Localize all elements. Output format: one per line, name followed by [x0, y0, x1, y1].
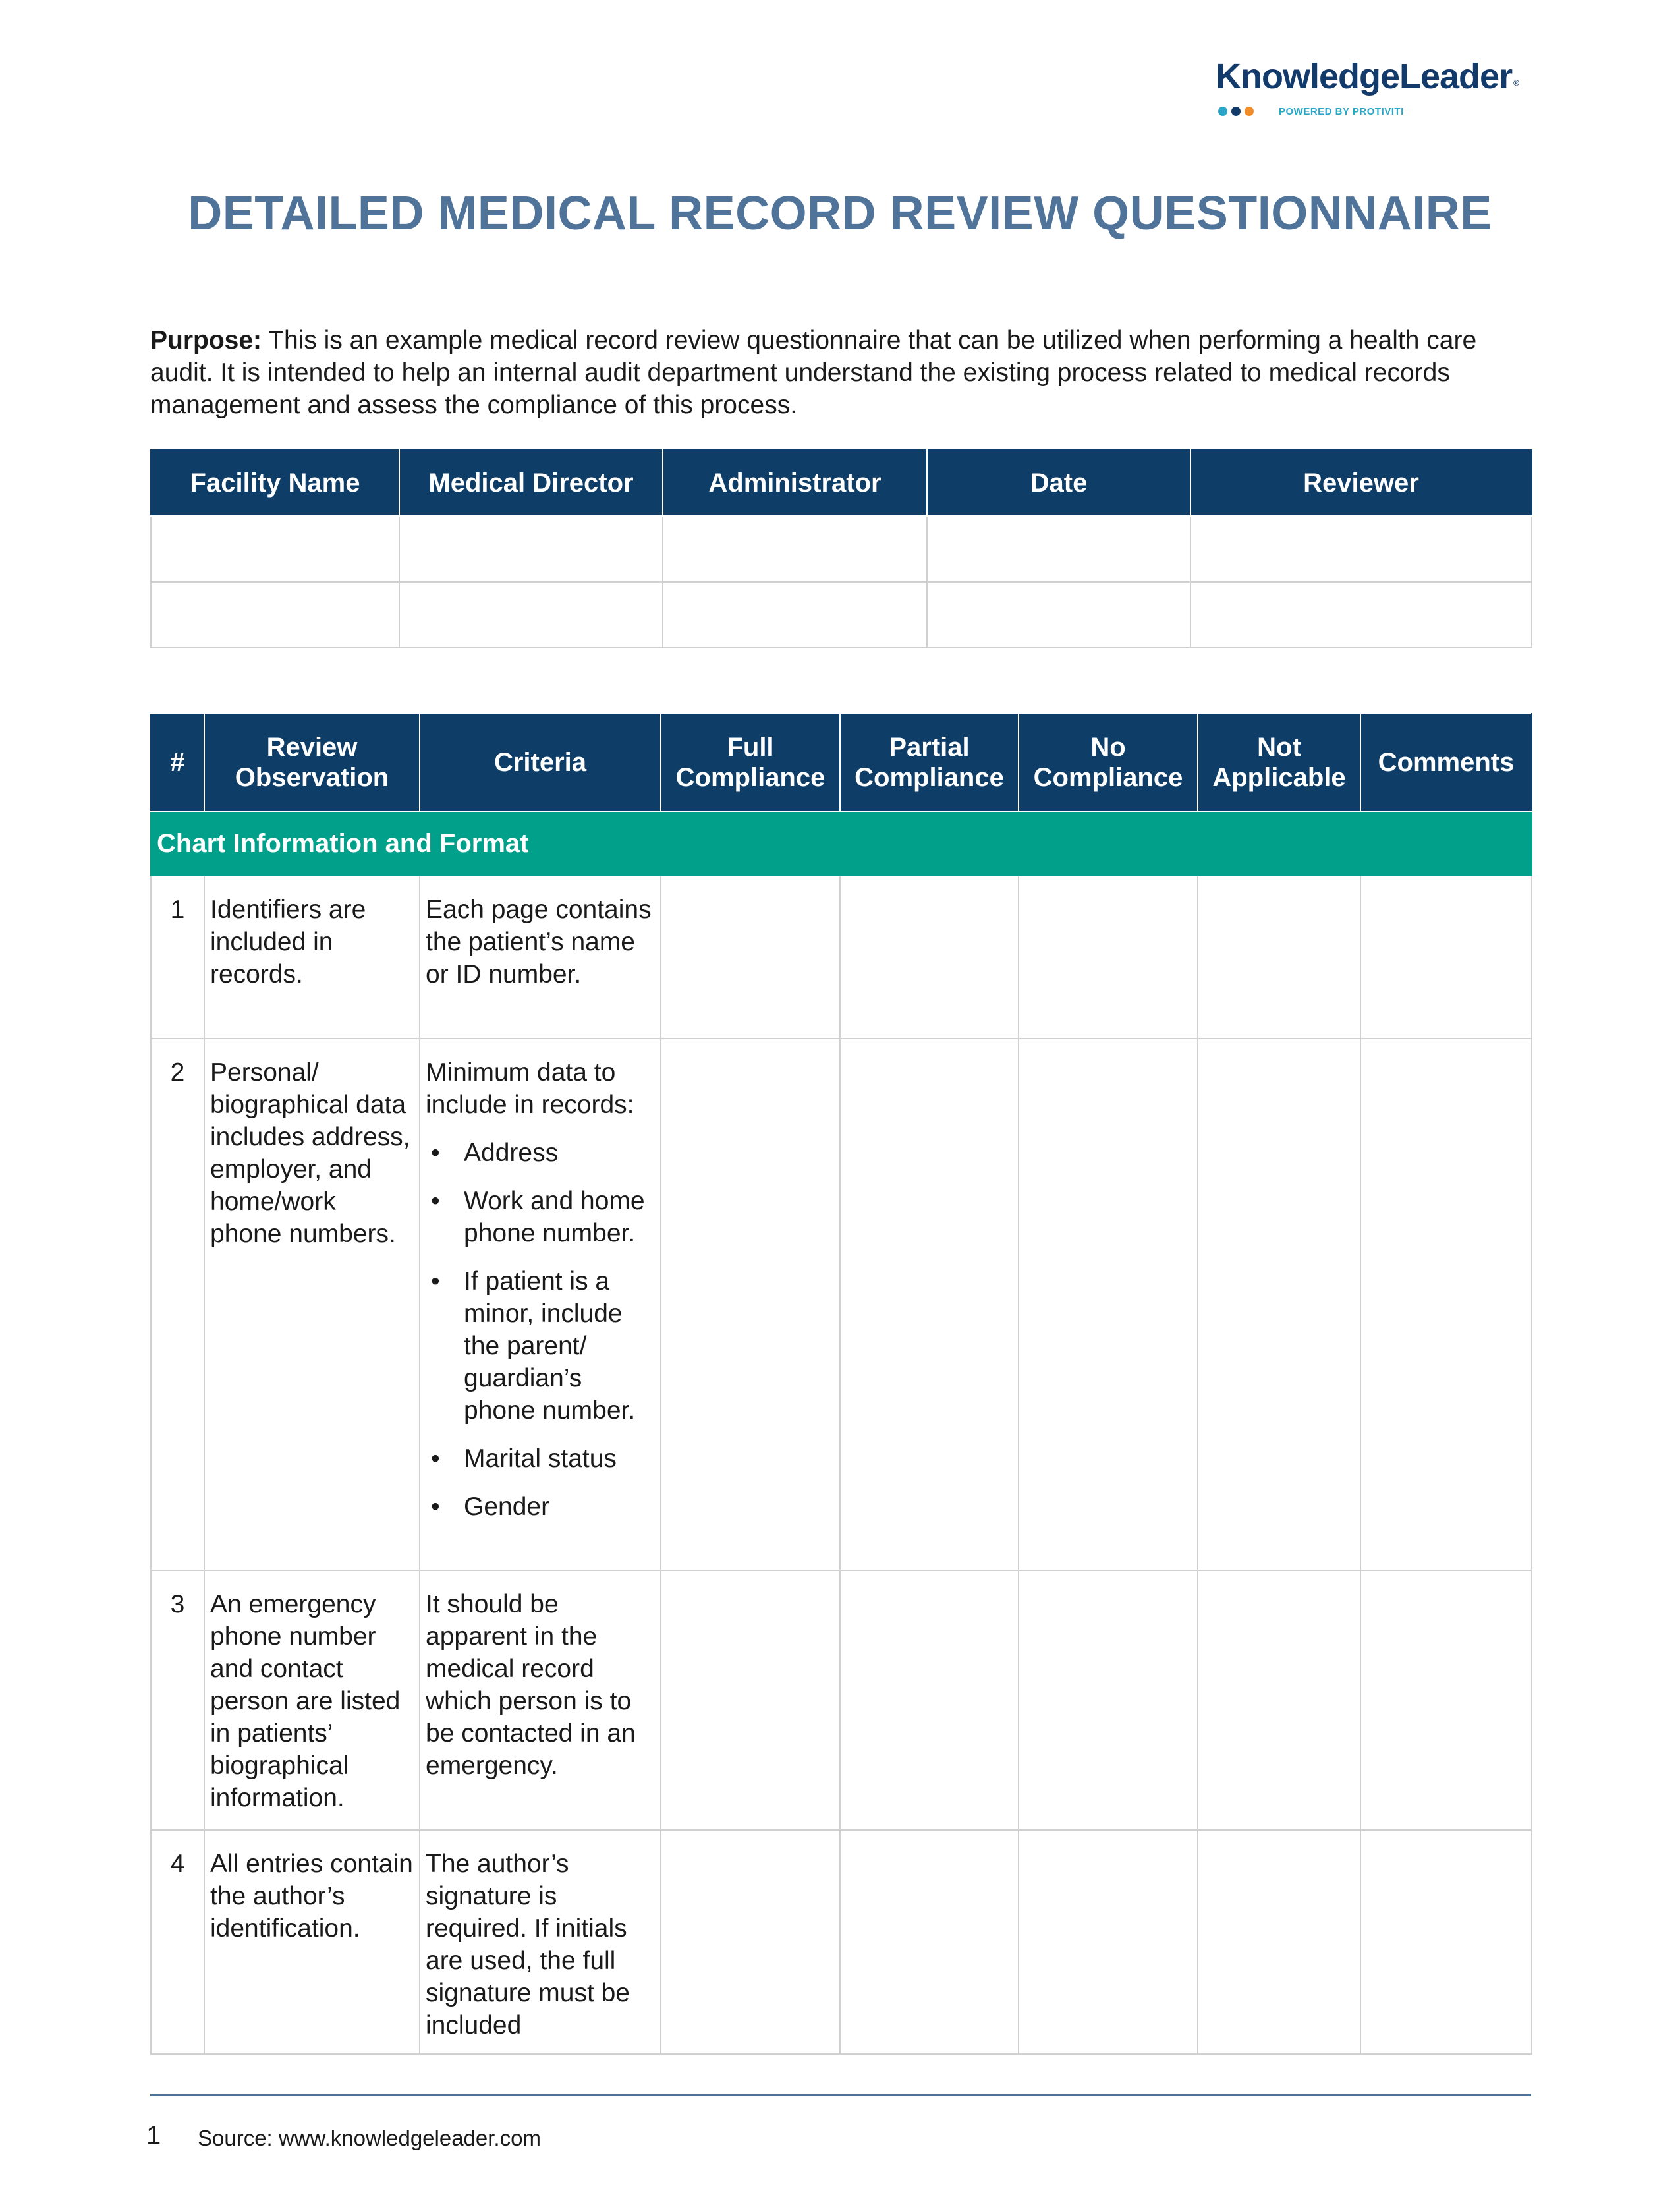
no-compliance-cell[interactable]	[1019, 1039, 1198, 1570]
facility-info-header-row	[151, 450, 1532, 516]
partial-compliance-cell[interactable]	[840, 1830, 1019, 2054]
purpose-text: This is an example medical record review questionnaire that can be utilized when performing a health care audit. It is intended to help an internal audit department understand the existing process related to medical records management and assess the compliance of this process.	[150, 326, 1477, 419]
full-compliance-cell[interactable]	[661, 1830, 840, 2054]
medical-director-header: Medical Director	[399, 450, 663, 516]
criteria: Each page contains the patient’s name or ID number.	[420, 876, 661, 1039]
administrator-cell[interactable]	[663, 516, 927, 582]
brand-dot-orange-icon	[1245, 107, 1254, 116]
comments-cell[interactable]	[1360, 1830, 1532, 2054]
review-observation: An emergency phone number and contact person are listed in patients’ biographical information.	[204, 1570, 420, 1830]
criteria-intro: Minimum data to include in records:	[426, 1058, 634, 1119]
source-link[interactable]: Source: www.knowledgeleader.com	[198, 2126, 541, 2150]
facility-name-cell[interactable]	[151, 582, 399, 648]
list-item: • Marital status	[426, 1442, 655, 1475]
not-applicable-cell[interactable]	[1198, 876, 1360, 1039]
no-compliance-cell[interactable]	[1019, 1830, 1198, 2054]
full-compliance-cell[interactable]	[661, 1039, 840, 1570]
date-cell[interactable]	[927, 516, 1190, 582]
table-row	[151, 876, 1532, 1039]
partial-compliance-cell[interactable]	[840, 1570, 1019, 1830]
brand-tagline: POWERED BY PROTIVITI	[1279, 105, 1404, 117]
no-compliance-cell[interactable]	[1019, 1570, 1198, 1830]
page-title: DETAILED MEDICAL RECORD REVIEW QUESTIONNAIRE	[188, 187, 1492, 240]
criteria-header: Criteria	[420, 714, 661, 811]
criteria: The author’s signature is required. If initials are used, the full signature must be included	[420, 1830, 661, 2054]
medical-director-cell[interactable]	[399, 516, 663, 582]
criteria-list	[426, 1137, 655, 1523]
comments-cell[interactable]	[1360, 1039, 1532, 1570]
not-applicable-header: Not Applicable	[1198, 714, 1360, 811]
section-row	[151, 811, 1532, 876]
facility-info-row	[151, 582, 1532, 648]
row-number: 1	[151, 876, 204, 1039]
comments-cell[interactable]	[1360, 876, 1532, 1039]
brand-dot-blue-icon	[1218, 107, 1227, 116]
row-number: 4	[151, 1830, 204, 2054]
section-title: Chart Information and Format	[151, 811, 1532, 876]
full-compliance-cell[interactable]	[661, 1570, 840, 1830]
administrator-header: Administrator	[663, 450, 927, 516]
list-item: • Work and home phone number.	[426, 1185, 655, 1249]
date-cell[interactable]	[927, 582, 1190, 648]
medical-director-cell[interactable]	[399, 582, 663, 648]
registered-mark: ®	[1513, 78, 1519, 88]
review-observation: All entries contain the author’s identification.	[204, 1830, 420, 2054]
footer-divider	[150, 2094, 1531, 2096]
purpose-paragraph	[150, 324, 1540, 421]
list-item: • If patient is a minor, include the parent/ guardian’s phone number.	[426, 1265, 655, 1427]
list-item: • Gender	[426, 1491, 655, 1523]
table-row	[151, 1830, 1532, 2054]
facility-name-cell[interactable]	[151, 516, 399, 582]
comments-header: Comments	[1360, 714, 1532, 811]
administrator-cell[interactable]	[663, 582, 927, 648]
review-header-row	[151, 714, 1532, 811]
reviewer-cell[interactable]	[1190, 516, 1532, 582]
comments-cell[interactable]	[1360, 1570, 1532, 1830]
facility-info-table	[150, 449, 1532, 648]
page-number: 1	[146, 2121, 161, 2150]
review-observation: Identifiers are included in records.	[204, 876, 420, 1039]
list-item: • Address	[426, 1137, 655, 1169]
review-observation-header: Review Observation	[204, 714, 420, 811]
partial-compliance-cell[interactable]	[840, 876, 1019, 1039]
brand-dot-navy-icon	[1231, 107, 1241, 116]
not-applicable-cell[interactable]	[1198, 1039, 1360, 1570]
no-compliance-cell[interactable]	[1019, 876, 1198, 1039]
row-number: 2	[151, 1039, 204, 1570]
date-header: Date	[927, 450, 1190, 516]
reviewer-header: Reviewer	[1190, 450, 1532, 516]
number-header: #	[151, 714, 204, 811]
facility-name-header: Facility Name	[151, 450, 399, 516]
review-table	[150, 713, 1532, 2055]
brand-name: KnowledgeLeader	[1216, 57, 1513, 96]
facility-info-row	[151, 516, 1532, 582]
purpose-label: Purpose:	[150, 326, 262, 355]
review-observation: Personal/ biographical data includes address, employer, and home/work phone numbers.	[204, 1039, 420, 1570]
table-row	[151, 1039, 1532, 1570]
not-applicable-cell[interactable]	[1198, 1570, 1360, 1830]
brand-dots-icon	[1218, 107, 1254, 116]
table-row	[151, 1570, 1532, 1830]
full-compliance-header: Full Compliance	[661, 714, 840, 811]
no-compliance-header: No Compliance	[1019, 714, 1198, 811]
partial-compliance-cell[interactable]	[840, 1039, 1019, 1570]
brand-logo	[1216, 57, 1532, 121]
not-applicable-cell[interactable]	[1198, 1830, 1360, 2054]
full-compliance-cell[interactable]	[661, 876, 840, 1039]
reviewer-cell[interactable]	[1190, 582, 1532, 648]
criteria: It should be apparent in the medical record which person is to be contacted in an emergency.	[420, 1570, 661, 1830]
criteria	[420, 1039, 661, 1570]
partial-compliance-header: Partial Compliance	[840, 714, 1019, 811]
row-number: 3	[151, 1570, 204, 1830]
